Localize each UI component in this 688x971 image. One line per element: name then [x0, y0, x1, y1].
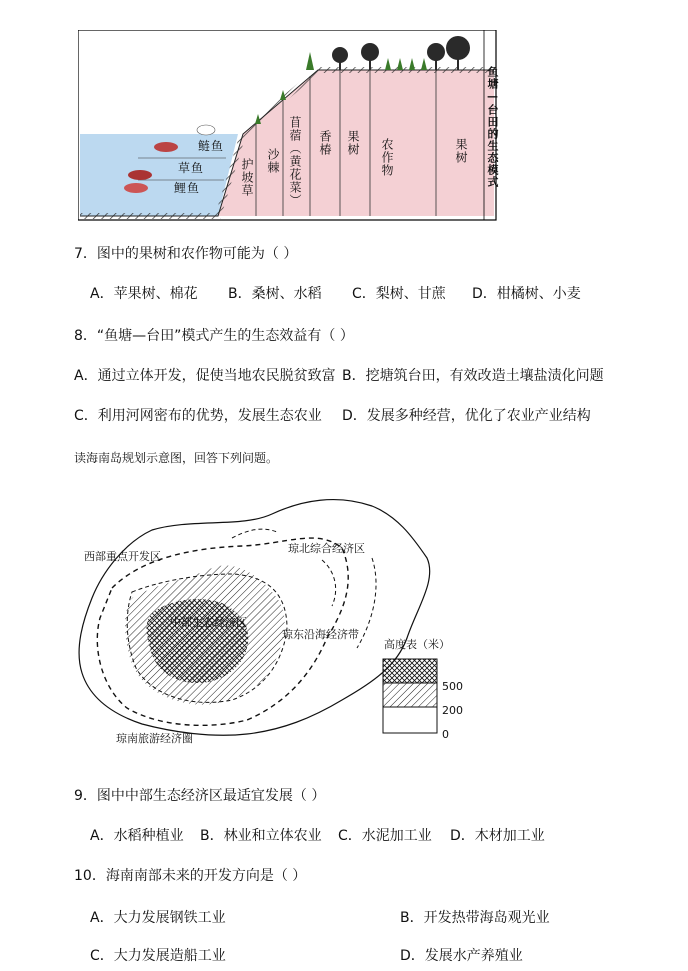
legend-level: 0	[442, 728, 449, 741]
elevation-legend	[380, 636, 480, 746]
column-label: 沙棘	[266, 148, 280, 174]
column-label: 香椿	[318, 130, 332, 156]
map-intro: 读海南岛规划示意图，回答下列问题。	[74, 451, 279, 465]
question-9-stem: 9．图中中部生态经济区最适宜发展（ ）	[74, 788, 326, 804]
question-10-stem: 10．海南南部未来的开发方向是（ ）	[74, 868, 307, 884]
legend-level: 200	[442, 704, 463, 717]
q9-option-a[interactable]: A．水稻种植业	[90, 828, 184, 844]
q10-option-a[interactable]: A．大力发展钢铁工业	[90, 910, 226, 926]
fish-label: 草鱼	[178, 161, 205, 175]
q7-option-b[interactable]: B．桑树、水稻	[228, 286, 322, 302]
q10-option-d[interactable]: D．发展水产养殖业	[400, 948, 523, 964]
fish-label: 鲢鱼	[198, 139, 225, 153]
q8-option-c[interactable]: C．利用河网密布的优势，发展生态农业	[74, 408, 322, 424]
legend-title: 高度表（米）	[384, 638, 450, 651]
question-8-stem: 8．“鱼塘—台田”模式产生的生态效益有（ ）	[74, 328, 354, 344]
q7-option-d[interactable]: D．柑橘树、小麦	[472, 286, 581, 302]
column-label: 果树	[346, 130, 360, 156]
map-label-central: 中部生态经济区	[170, 616, 247, 629]
duck-icon	[197, 125, 215, 135]
fish-icon	[128, 170, 152, 180]
map-label-west: 西部重点开发区	[84, 550, 161, 563]
column-label: 农作物	[380, 138, 394, 177]
fish-icon	[154, 142, 178, 152]
pond-terrace-diagram	[78, 30, 508, 222]
column-label: 护坡草	[240, 158, 254, 197]
q7-option-a[interactable]: A．苹果树、棉花	[90, 286, 198, 302]
map-label-south: 琼南旅游经济圈	[116, 732, 193, 745]
column-label: 果树	[454, 138, 468, 164]
question-7-stem: 7．图中的果树和农作物可能为（ ）	[74, 246, 298, 262]
q8-option-b[interactable]: B．挖塘筑台田，有效改造土壤盐渍化问题	[342, 368, 604, 384]
q8-option-a[interactable]: A．通过立体开发，促使当地农民脱贫致富	[74, 368, 336, 384]
diagram-side-title: 鱼塘—台田的生态模式	[486, 66, 499, 188]
q8-option-d[interactable]: D．发展多种经营，优化了农业产业结构	[342, 408, 591, 424]
q10-option-c[interactable]: C．大力发展造船工业	[90, 948, 226, 964]
q7-option-c[interactable]: C．梨树、甘蔗	[352, 286, 446, 302]
fish-label: 鲤鱼	[174, 181, 201, 195]
q10-option-b[interactable]: B．开发热带海岛观光业	[400, 910, 550, 926]
legend-level: 500	[442, 680, 463, 693]
fish-icon	[124, 183, 148, 193]
q9-option-c[interactable]: C．水泥加工业	[338, 828, 432, 844]
q9-option-b[interactable]: B．林业和立体农业	[200, 828, 322, 844]
q9-option-d[interactable]: D．木材加工业	[450, 828, 545, 844]
column-label: 苜蓿（黄花菜）	[288, 116, 302, 207]
map-label-east: 琼东沿海经济带	[282, 628, 359, 641]
map-label-north: 琼北综合经济区	[288, 542, 365, 555]
legend-swatches	[382, 658, 438, 738]
